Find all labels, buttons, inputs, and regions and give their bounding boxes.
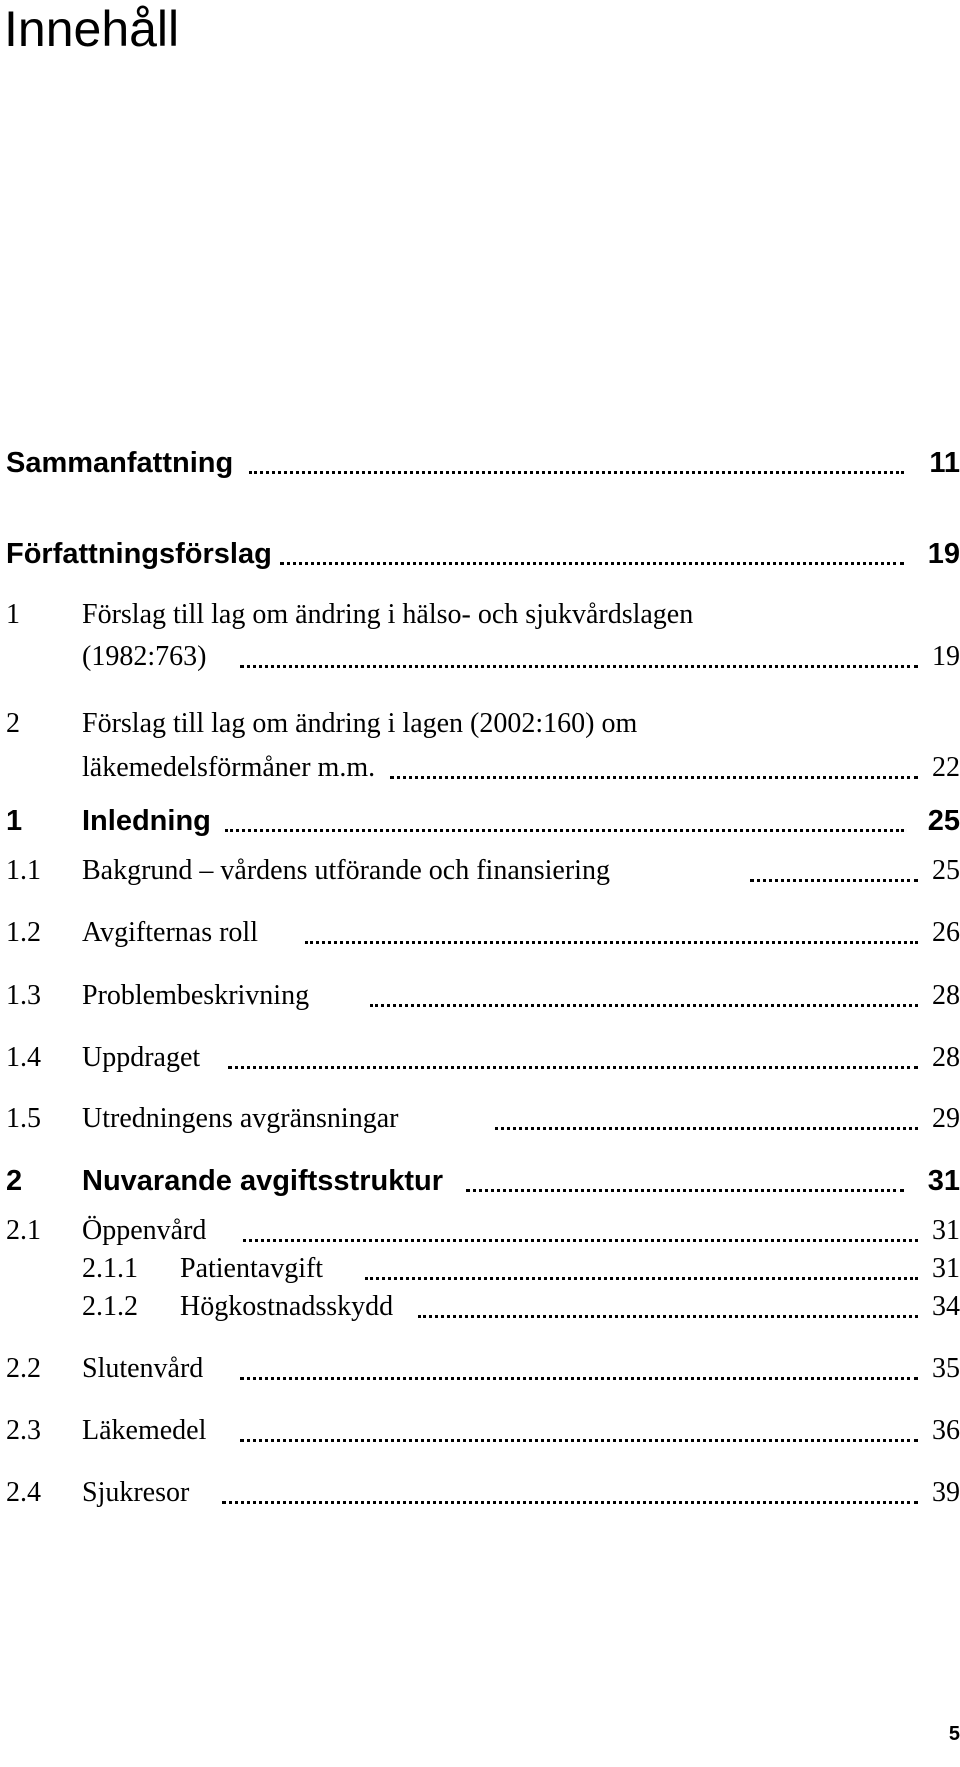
toc-leader [750,879,918,882]
toc-entry-1-4[interactable] [0,1039,960,1077]
toc-page: 36 [932,1415,960,1446]
toc-label: Öppenvård [82,1215,207,1246]
toc-label: Slutenvård [82,1353,204,1384]
toc-number: 2.3 [6,1415,41,1446]
toc-page: 35 [932,1353,960,1384]
toc-page: 29 [932,1103,960,1134]
toc-page: 25 [932,855,960,886]
toc-entry-2-3[interactable] [0,1412,960,1450]
toc-label: Problembeskrivning [82,980,310,1011]
toc-entry-chapter-2[interactable] [0,1162,960,1200]
toc-label: Sammanfattning [6,447,234,479]
toc-entry-2-1[interactable] [0,1212,960,1250]
toc-number: 2.1 [6,1215,41,1246]
toc-entry-forslag-2[interactable] [0,705,960,743]
toc-entry-2-1-1[interactable] [0,1250,960,1288]
toc-entry-forslag-2-cont[interactable] [0,749,960,787]
toc-page: 28 [932,980,960,1011]
toc-leader [240,1377,918,1380]
toc-page: 11 [929,447,960,479]
toc-entry-forslag-1-cont[interactable] [0,638,960,676]
toc-label: Utredningens avgränsningar [82,1103,399,1134]
toc-label: Högkostnadsskydd [180,1291,394,1322]
toc-entry-2-4[interactable] [0,1474,960,1512]
toc-label: Sjukresor [82,1477,190,1508]
toc-leader [225,829,904,832]
toc-number: 2.4 [6,1477,41,1508]
toc-number: 1 [6,805,23,837]
toc-leader [240,1439,918,1442]
toc-number: 1.5 [6,1103,41,1134]
toc-number: 1.1 [6,855,41,886]
toc-leader [390,776,918,779]
toc-entry-sammanfattning[interactable] [0,444,960,482]
toc-page: 22 [932,752,960,783]
toc-leader [228,1066,918,1069]
toc-page: 19 [927,538,960,570]
toc-leader [222,1501,918,1504]
toc-leader [495,1127,918,1130]
toc-page: 34 [932,1291,960,1322]
toc-entry-1-2[interactable] [0,914,960,952]
toc-entry-1-1[interactable] [0,852,960,890]
toc-label: Inledning [82,805,211,837]
toc-page: 31 [932,1253,960,1284]
toc-label: Bakgrund – vårdens utförande och finansiering [82,855,610,886]
toc-label: Uppdraget [82,1042,201,1073]
toc-label: Patientavgift [180,1253,324,1284]
toc-number: 2 [6,1165,23,1197]
toc-leader [370,1004,918,1007]
toc-number: 1.3 [6,980,41,1011]
page-number: 5 [948,1723,960,1745]
toc-leader [240,665,918,668]
toc-page: 39 [932,1477,960,1508]
toc-number: 1.2 [6,917,41,948]
toc-entry-forslag-1[interactable] [0,596,960,634]
toc-entry-chapter-1[interactable] [0,802,960,840]
toc-leader [418,1315,918,1318]
toc-label-continuation: (1982:763) [82,641,207,672]
toc-label: Läkemedel [82,1415,207,1446]
toc-label: Förslag till lag om ändring i lagen (2002:160) om [82,708,638,739]
toc-number: 1 [6,599,20,630]
toc-number: 1.4 [6,1042,41,1073]
toc-label: Författningsförslag [6,538,272,570]
toc-entry-1-3[interactable] [0,977,960,1015]
toc-page: 31 [932,1215,960,1246]
toc-number: 2 [6,708,20,739]
toc-page: 28 [932,1042,960,1073]
toc-entry-forfattningsforslag[interactable] [0,535,960,573]
toc-leader [365,1277,918,1280]
toc-number: 2.2 [6,1353,41,1384]
toc-page: 19 [932,641,960,672]
toc-entry-1-5[interactable] [0,1100,960,1138]
toc-leader [243,1239,918,1242]
toc-leader [305,941,918,944]
toc-leader [280,562,904,565]
toc-number: 2.1.1 [82,1253,138,1284]
toc-label: Avgifternas roll [82,917,258,948]
toc-page: 25 [927,805,960,837]
toc-label: Nuvarande avgiftsstruktur [82,1165,443,1197]
toc-entry-2-2[interactable] [0,1350,960,1388]
toc-page: 31 [927,1165,960,1197]
toc-number: 2.1.2 [82,1291,138,1322]
toc-label: Förslag till lag om ändring i hälso- och sjukvårdslagen [82,599,694,630]
toc-page: 26 [932,917,960,948]
page-title: Innehåll [4,1,180,57]
toc-leader [249,471,904,474]
toc-leader [466,1189,904,1192]
toc-entry-2-1-2[interactable] [0,1288,960,1326]
toc-label-continuation: läkemedelsförmåner m.m. [82,752,376,783]
